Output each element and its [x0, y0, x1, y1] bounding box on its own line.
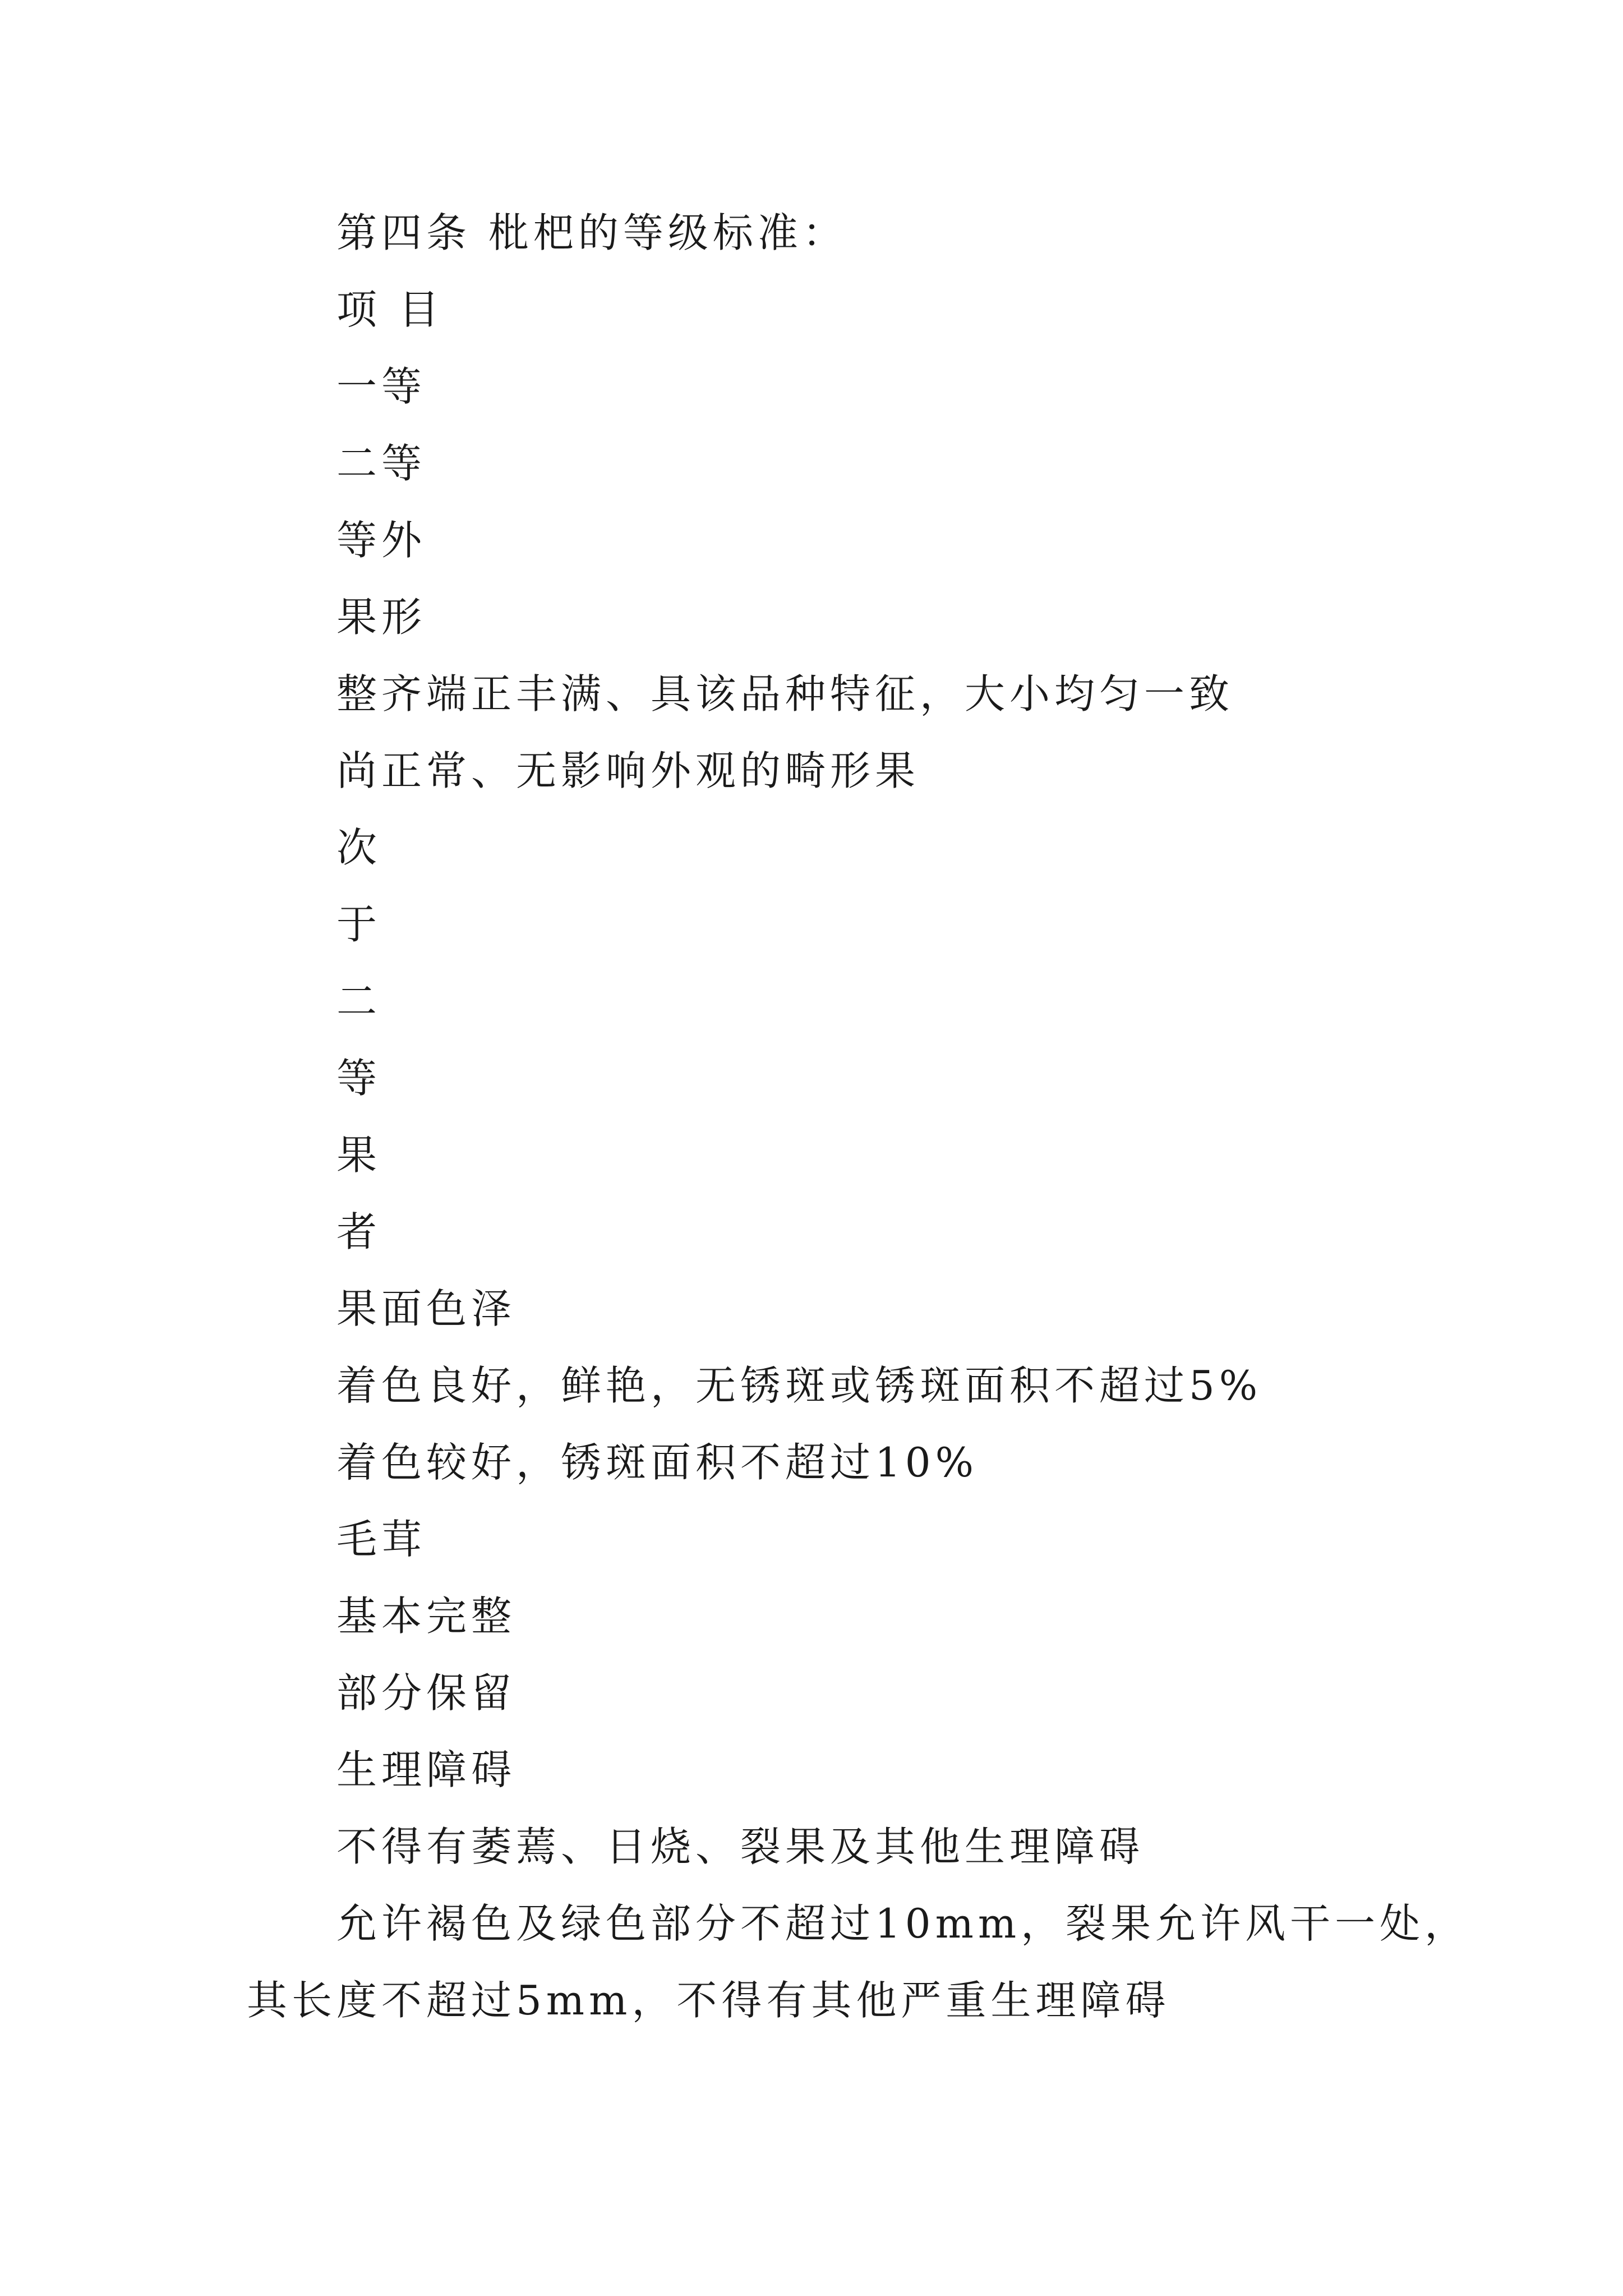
paragraph-line: 果面色泽	[336, 1285, 517, 1332]
paragraph-line: 一等	[336, 363, 427, 410]
paragraph-line: 生理障碍	[336, 1746, 517, 1793]
paragraph-line-continued: 其长度不超过5mm，不得有其他严重生理障碍	[247, 1977, 1170, 2024]
paragraph-line: 允许褐色及绿色部分不超过10mm，裂果允许风干一处，	[336, 1900, 1470, 1947]
paragraph-line: 整齐端正丰满、具该品种特征，大小均匀一致	[336, 670, 1234, 717]
paragraph-line: 等	[336, 1055, 382, 1102]
paragraph-line: 果	[336, 1131, 382, 1179]
paragraph-line: 毛茸	[336, 1516, 427, 1563]
paragraph-line: 二	[336, 978, 382, 1025]
paragraph-line: 次	[336, 824, 382, 871]
paragraph-line: 基本完整	[336, 1593, 517, 1640]
paragraph-line: 等外	[336, 517, 427, 564]
paragraph-line: 部分保留	[336, 1669, 517, 1717]
article-heading: 第四条 枇杷的等级标准：	[336, 209, 847, 256]
paragraph-line: 二等	[336, 440, 427, 487]
paragraph-line: 者	[336, 1208, 382, 1255]
paragraph-line: 不得有萎蔫、日烧、裂果及其他生理障碍	[336, 1823, 1145, 1870]
paragraph-line: 果形	[336, 593, 427, 641]
paragraph-line: 着色较好，锈斑面积不超过10%	[336, 1439, 979, 1486]
paragraph-line: 尚正常、无影响外观的畸形果	[336, 747, 920, 794]
paragraph-line: 项 目	[336, 286, 444, 333]
paragraph-line: 着色良好，鲜艳，无锈斑或锈斑面积不超过5%	[336, 1362, 1262, 1409]
paragraph-line: 于	[336, 901, 382, 948]
